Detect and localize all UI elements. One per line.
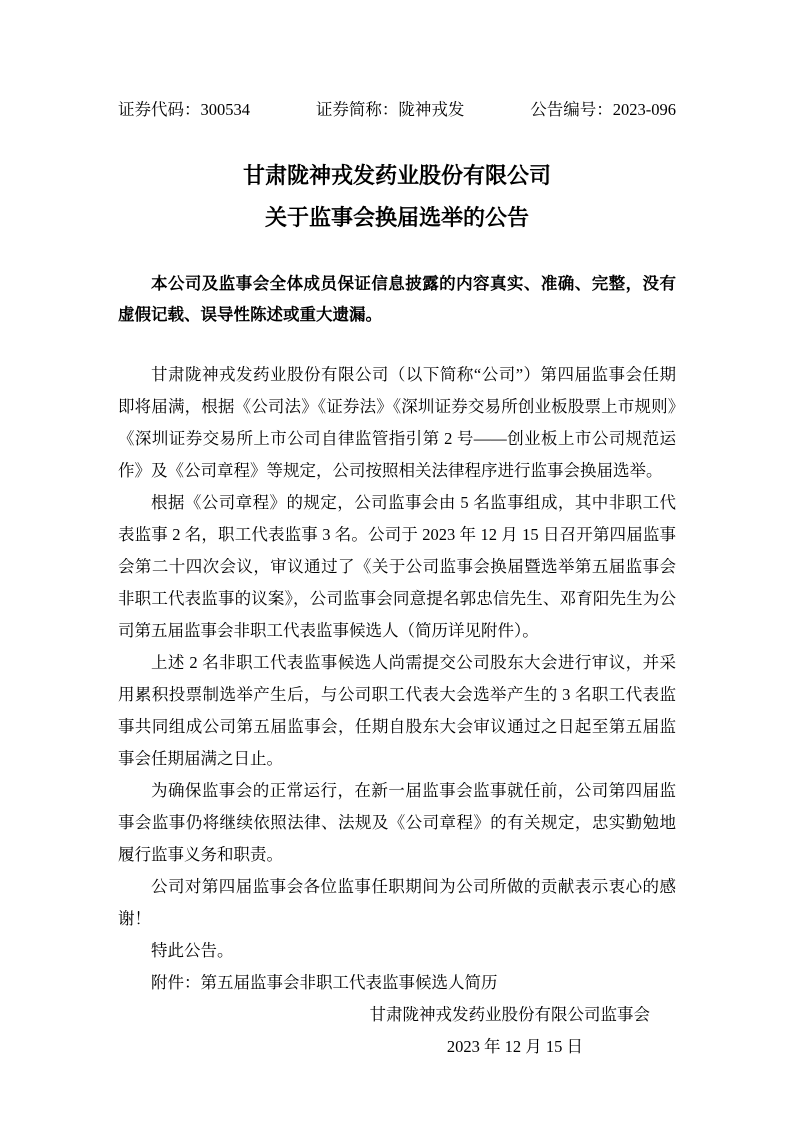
closing-statement: 特此公告。 <box>151 941 234 960</box>
signature-company: 甘肃陇神戎发药业股份有限公司监事会 <box>369 1005 650 1024</box>
signature-date: 2023 年 12 月 15 日 <box>446 1037 583 1056</box>
announcement-number: 公告编号：2023-096 <box>530 100 676 119</box>
truthfulness-notice: 本公司及监事会全体成员保证信息披露的内容真实、准确、完整，没有虚假记载、误导性陈述或重大遗漏。 <box>118 274 676 324</box>
paragraph-gratitude: 公司对第四届监事会各位监事任职期间为公司所做的贡献表示衷心的感谢！ <box>118 877 676 928</box>
paragraph-term-expiry: 甘肃陇神戎发药业股份有限公司（以下简称“公司”）第四届监事会任期即将届满，根据《公司法》《证券法》《深圳证券交易所创业板股票上市规则》《深圳证券交易所上市公司自律监管指引第 2 号——创业板上市公司规范运作》及《公司章程》等规定，公司按照相关法律程序进行监事会换届选举。 <box>118 365 676 480</box>
document-title <box>118 155 676 239</box>
paragraph-shareholder-review: 上述 2 名非职工代表监事候选人尚需提交公司股东大会进行审议，并采用累积投票制选举产生后，与公司职工代表大会选举产生的 3 名职工代表监事共同组成公司第五届监事会，任期自股东大会审议通过之日起至第五届监事会任期届满之日止。 <box>118 653 676 768</box>
paragraph-continuity: 为确保监事会的正常运行，在新一届监事会监事就任前，公司第四届监事会监事仍将继续依照法律、法规及《公司章程》的有关规定，忠实勤勉地履行监事义务和职责。 <box>118 781 676 864</box>
paragraph-nomination: 根据《公司章程》的规定，公司监事会由 5 名监事组成，其中非职工代表监事 2 名，职工代表监事 3 名。公司于 2023 年 12 月 15 日召开第四届监事会第二十四次会议，审议通过了《关于公司监事会换届暨选举第五届监事会非职工代表监事的议案》，公司监事会同意提名郭忠信先生、邓育阳先生为公司第五届监事会非职工代表监事候选人（简历详见附件）。 <box>118 493 676 640</box>
document-header <box>118 99 676 121</box>
stock-name: 证券简称：陇神戎发 <box>315 100 465 119</box>
document-title-subject: 关于监事会换届选举的公告 <box>264 205 529 230</box>
document-body <box>118 359 676 1063</box>
document-title-company: 甘肃陇神戎发药业股份有限公司 <box>242 163 551 188</box>
stock-code: 证券代码：300534 <box>118 100 250 119</box>
attachment-note: 附件：第五届监事会非职工代表监事候选人简历 <box>151 973 498 992</box>
